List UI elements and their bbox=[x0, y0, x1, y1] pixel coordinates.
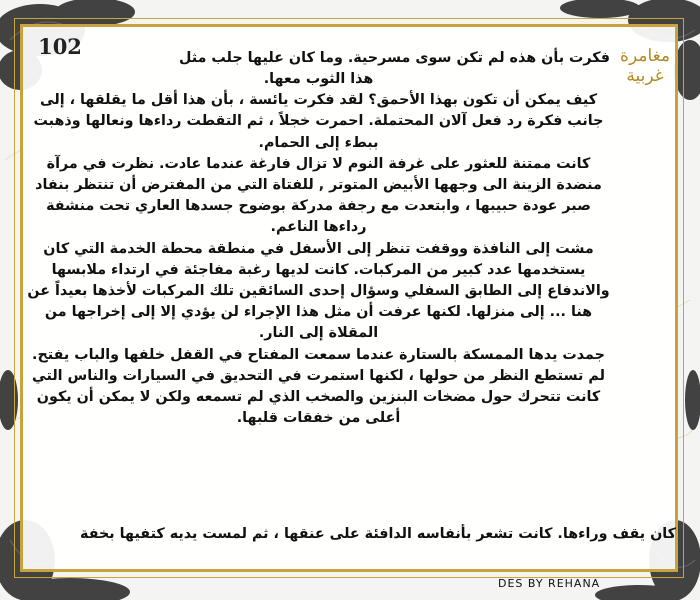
last-line: كان يقف وراءها. كانت تشعر بأنفاسه الدافئة على عنقها ، ثم لمست يديه كتفيها بخفة bbox=[80, 526, 676, 542]
story-title bbox=[612, 46, 678, 86]
story-title-line2: غربية bbox=[626, 66, 664, 86]
designer-credit: DES BY REHANA bbox=[498, 577, 601, 590]
paragraph-1: هذا الثوب معها. bbox=[263, 71, 374, 87]
body-text bbox=[26, 69, 611, 429]
paragraph-3: كانت ممتنة للعثور على غرفة النوم لا تزال فارغة عندما عادت. نظرت في مرآة منضدة الزينة الى وجهها الأبيض المتوتر , للفتاة التي من المفترض أن تنتظر بنفاد صبر عودة حبيبها ، وابتعدت مع رجفة مدركة بوضوح جسدها العاري تحت منشفة رداءها الناعم. bbox=[35, 155, 602, 236]
story-title-line1: مغامرة bbox=[620, 46, 670, 66]
paragraph-5: جمدت يدها الممسكة بالستارة عندما سمعت المفتاح في القفل خلفها والباب يفتح. لم تستطع النظر من حولها ، لكنها استمرت في التحديق في السيارات والناس التي كانت تتحرك حول مضخات البنزين والصخب الذي لم تسمعه ولكن لا يمكن أن يكون أعلى من خفقات قلبها. bbox=[32, 346, 605, 427]
page-number: 102 bbox=[38, 34, 82, 59]
first-line: فكرت بأن هذه لم تكن سوى مسرحية. وما كان عليها جلب مثل bbox=[179, 50, 610, 66]
paragraph-4: مشت إلى النافذة ووقفت تنظر إلى الأسفل في منطقة محطة الخدمة التي كان يستخدمها عدد كبير من المركبات. كانت لديها رغبة مفاجئة في ارتداء ملابسها والاندفاع إلى الطابق السفلي وسؤال إحدى السائقين تلك المركبات لأخذها بعيداً عن هنا ... إلى منزلها. لكنها عرفت أن مثل هذا الإجراء لن يؤدي إلا إلى إخراجها من المقلاة إلى النار. bbox=[27, 240, 610, 342]
paragraph-2: كيف يمكن أن تكون بهذا الأحمق؟ لقد فكرت يائسة ، بأن هذا أقل ما يقلقها ، إلى جانب فكرة رد فعل آلان المحتملة. احمرت خجلاً ، ثم التقطت رداءها ونعالها وذهبت ببطء إلى الحمام. bbox=[33, 92, 604, 151]
